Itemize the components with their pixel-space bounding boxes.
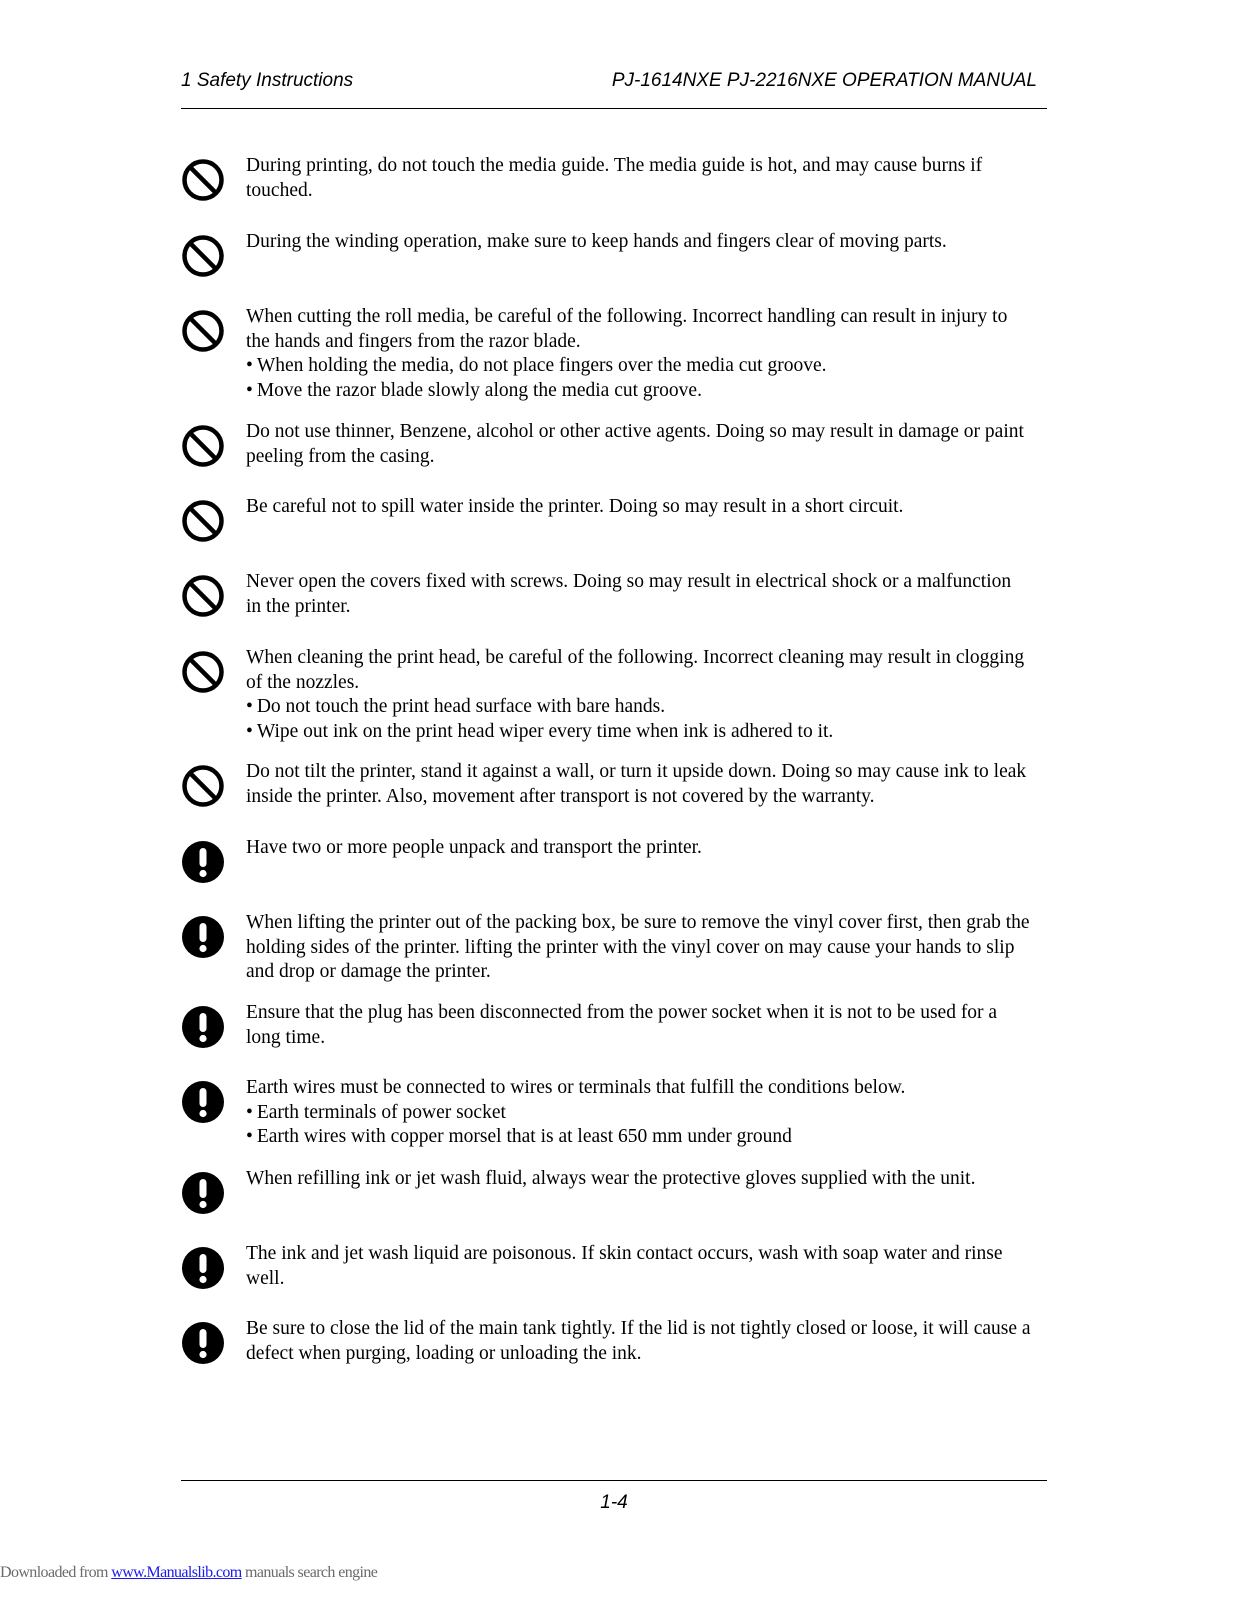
bullet-item: • When holding the media, do not place fingers over the media cut groove. <box>246 355 827 376</box>
prohibition-icon <box>181 234 225 278</box>
prohibition-icon <box>181 764 225 808</box>
mandatory-action-icon <box>181 1246 225 1290</box>
manual-title: PJ-1614NXE PJ-2216NXE OPERATION MANUAL <box>611 70 1037 91</box>
prohibition-icon <box>181 424 225 468</box>
item-text: The ink and jet wash liquid are poisonous. If skin contact occurs, wash with soap water and rinse well. <box>246 1243 1003 1289</box>
page-header <box>181 68 1047 109</box>
item-text: Earth wires must be connected to wires or terminals that fulfill the conditions below. <box>246 1077 906 1098</box>
prohibition-icon <box>181 158 225 202</box>
item-text: Have two or more people unpack and transport the printer. <box>246 837 702 858</box>
item-text: When refilling ink or jet wash fluid, always wear the protective gloves supplied with the unit. <box>246 1168 976 1189</box>
bullet-item: • Earth wires with copper morsel that is at least 650 mm under ground <box>246 1126 792 1147</box>
item-text: Do not use thinner, Benzene, alcohol or other active agents. Doing so may result in damage or paint peeling from the casing. <box>246 421 1024 467</box>
item-text: During printing, do not touch the media guide. The media guide is hot, and may cause burns if touched. <box>246 155 983 201</box>
item-text: Ensure that the plug has been disconnected from the power socket when it is not to be used for a long time. <box>246 1002 998 1048</box>
item-text: Be sure to close the lid of the main tank tightly. If the lid is not tightly closed or loose, it will cause a defect when purging, loading or unloading the ink. <box>246 1318 1031 1364</box>
item-text: When lifting the printer out of the packing box, be sure to remove the vinyl cover first, then grab the holding sides of the printer. lifting the printer with the vinyl cover on may cause your hands to slip and drop or damage the printer. <box>246 912 1030 982</box>
bullet-item: • Move the razor blade slowly along the media cut groove. <box>246 379 702 401</box>
item-text: When cleaning the print head, be careful of the following. Incorrect cleaning may result in clogging of the nozzles. <box>246 647 1025 693</box>
bullet-item: • Do not touch the print head surface with bare hands. <box>246 696 666 717</box>
prohibition-icon <box>181 650 225 694</box>
download-note: Downloaded from www.Manualslib.com manuals search engine <box>0 1564 378 1581</box>
mandatory-action-icon <box>181 1321 225 1365</box>
prohibition-icon <box>181 309 225 353</box>
section-title: 1 Safety Instructions <box>181 70 354 91</box>
prohibition-icon <box>181 499 225 543</box>
prohibition-icon <box>181 574 225 618</box>
mandatory-action-icon <box>181 1005 225 1049</box>
bullet-item: • Earth terminals of power socket <box>246 1101 506 1123</box>
mandatory-action-icon <box>181 1080 225 1124</box>
mandatory-action-icon <box>181 1171 225 1215</box>
manualslib-link[interactable]: www.Manualslib.com <box>111 1564 242 1581</box>
item-text: Do not tilt the printer, stand it against a wall, or turn it upside down. Doing so may cause ink to leak inside the printer. Also, movement after transport is not covered by the warranty. <box>246 761 1027 807</box>
item-text: Never open the covers fixed with screws. Doing so may result in electrical shock or a malfunction in the printer. <box>246 571 1012 617</box>
bullet-item: • Wipe out ink on the print head wiper every time when ink is adhered to it. <box>246 720 834 742</box>
item-text: Be careful not to spill water inside the printer. Doing so may result in a short circuit. <box>246 496 904 517</box>
item-text: When cutting the roll media, be careful of the following. Incorrect handling can result in injury to the hands and fingers from the razor blade. <box>246 306 1008 352</box>
mandatory-action-icon <box>181 915 225 959</box>
item-text: During the winding operation, make sure to keep hands and fingers clear of moving parts. <box>246 231 947 252</box>
page-number: 1-4 <box>600 1492 628 1513</box>
footer-rule <box>181 1480 1047 1481</box>
mandatory-action-icon <box>181 840 225 884</box>
